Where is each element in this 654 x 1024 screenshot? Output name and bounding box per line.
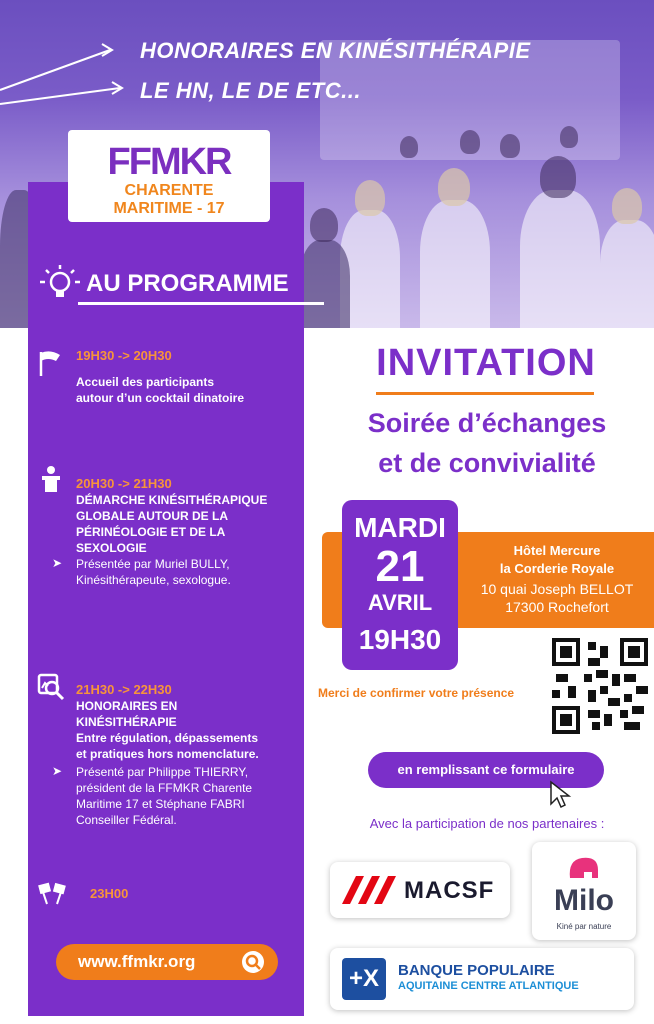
- bullet-arrow-icon: ➤: [52, 764, 63, 778]
- location-line-2: la Corderie Royale: [499, 561, 615, 576]
- banque-populaire-name: BANQUE POPULAIRE: [398, 962, 555, 979]
- item-3-presenter: [76, 764, 252, 828]
- elephant-icon: [566, 852, 602, 882]
- milo-wordmark: Milo: [554, 884, 614, 917]
- location-line-4: 17300 Rochefort: [505, 599, 609, 615]
- item-1-line: Accueil des participants: [76, 375, 215, 389]
- programme-item-4: [36, 878, 298, 908]
- location-line-3: 10 quai Joseph BELLOT: [480, 581, 634, 597]
- website-link[interactable]: [56, 944, 278, 980]
- item-1-line: autour d’un cocktail dinatoire: [76, 391, 245, 405]
- macsf-logo: [330, 862, 510, 918]
- programme-title: AU PROGRAMME: [86, 270, 289, 297]
- programme-item-3: [36, 672, 298, 852]
- item-2-line: DÉMARCHE KINÉSITHÉRAPIQUE: [76, 493, 268, 507]
- item-2-presenter-line: Présentée par Muriel BULLY,: [76, 557, 230, 571]
- item-2-line: GLOBALE AUTOUR DE LA: [76, 509, 228, 523]
- cursor-pointer-icon: [548, 780, 574, 810]
- partners-label: Avec la participation de nos partenaires :: [369, 816, 605, 831]
- item-2-time: 20H30 -> 21H30: [76, 476, 172, 491]
- date-month: AVRIL: [367, 590, 433, 615]
- date-time: 19H30: [358, 624, 442, 655]
- hero-title-line-1: HONORAIRES EN KINÉSITHÉRAPIE: [140, 38, 531, 63]
- item-3-line: Entre régulation, dépassements: [76, 731, 259, 745]
- item-3-presenter-line: Conseiller Fédéral.: [76, 813, 177, 827]
- logo-region-line-1: CHARENTE: [124, 182, 214, 199]
- location-line-1: Hôtel Mercure: [513, 543, 601, 558]
- date-box: [342, 500, 458, 670]
- chart-magnifier-icon: [36, 672, 66, 702]
- logo-region-line-2: MARITIME - 17: [113, 200, 225, 217]
- arrow-lines-icon: [0, 30, 140, 110]
- item-3-line: KINÉSITHÉRAPIE: [76, 715, 177, 729]
- flag-icon: [36, 348, 66, 378]
- milo-logo: [532, 842, 636, 940]
- registration-form-button[interactable]: en remplissant ce formulaire: [368, 752, 604, 788]
- programme-item-1: [36, 348, 298, 418]
- item-3-line: HONORAIRES EN: [76, 699, 178, 713]
- item-4-time: 23H00: [90, 886, 129, 901]
- item-3-time: 21H30 -> 22H30: [76, 682, 172, 697]
- item-3-text: [76, 698, 259, 762]
- programme-header: [36, 262, 306, 304]
- banque-populaire-mark-icon: +X: [342, 958, 386, 1000]
- item-1-text: [76, 374, 244, 406]
- logo-brand: FFMKR: [107, 141, 231, 183]
- item-3-presenter-line: Présenté par Philippe THIERRY,: [76, 765, 249, 779]
- invitation-title: INVITATION: [376, 342, 596, 384]
- item-3-line: et pratiques hors nomenclature.: [76, 747, 259, 761]
- item-2-line: PÉRINÉOLOGIE ET DE LA: [76, 525, 226, 539]
- item-3-presenter-line: Maritime 17 et Stéphane FABRI: [76, 797, 245, 811]
- confirm-presence-text: Merci de confirmer votre présence: [318, 686, 515, 700]
- speaker-podium-icon: [36, 464, 66, 494]
- invitation-subtitle-1: Soirée d’échanges: [367, 408, 607, 438]
- qr-code-icon[interactable]: [552, 638, 648, 734]
- item-2-presenter-line: Kinésithérapeute, sexologue.: [76, 573, 231, 587]
- item-2-line: SEXOLOGIE: [76, 541, 147, 555]
- milo-tagline: Kiné par nature: [556, 922, 612, 931]
- banque-populaire-region: AQUITAINE CENTRE ATLANTIQUE: [398, 980, 579, 992]
- hero-title-line-2: LE HN, LE DE ETC...: [140, 78, 361, 103]
- invitation-subtitle-2: et de convivialité: [378, 448, 596, 478]
- bullet-arrow-icon: ➤: [52, 556, 63, 570]
- invitation-underline: [376, 392, 594, 395]
- item-2-presenter: [76, 556, 231, 588]
- search-icon: [242, 951, 264, 973]
- checkered-flags-icon: [32, 878, 72, 908]
- macsf-mark-icon: [338, 870, 404, 910]
- macsf-wordmark: MACSF: [404, 877, 495, 904]
- banque-populaire-logo: [330, 948, 634, 1010]
- programme-underline: [78, 302, 324, 305]
- item-1-time: 19H30 -> 20H30: [76, 348, 172, 363]
- date-number: 21: [375, 542, 425, 591]
- lightbulb-icon: [36, 262, 80, 304]
- item-2-text: [76, 492, 267, 556]
- ffmkr-logo: [68, 130, 270, 222]
- item-3-presenter-line: président de la FFMKR Charente: [76, 781, 253, 795]
- website-text: www.ffmkr.org: [78, 952, 196, 971]
- programme-item-2: [36, 464, 298, 614]
- date-day: MARDI: [354, 512, 446, 543]
